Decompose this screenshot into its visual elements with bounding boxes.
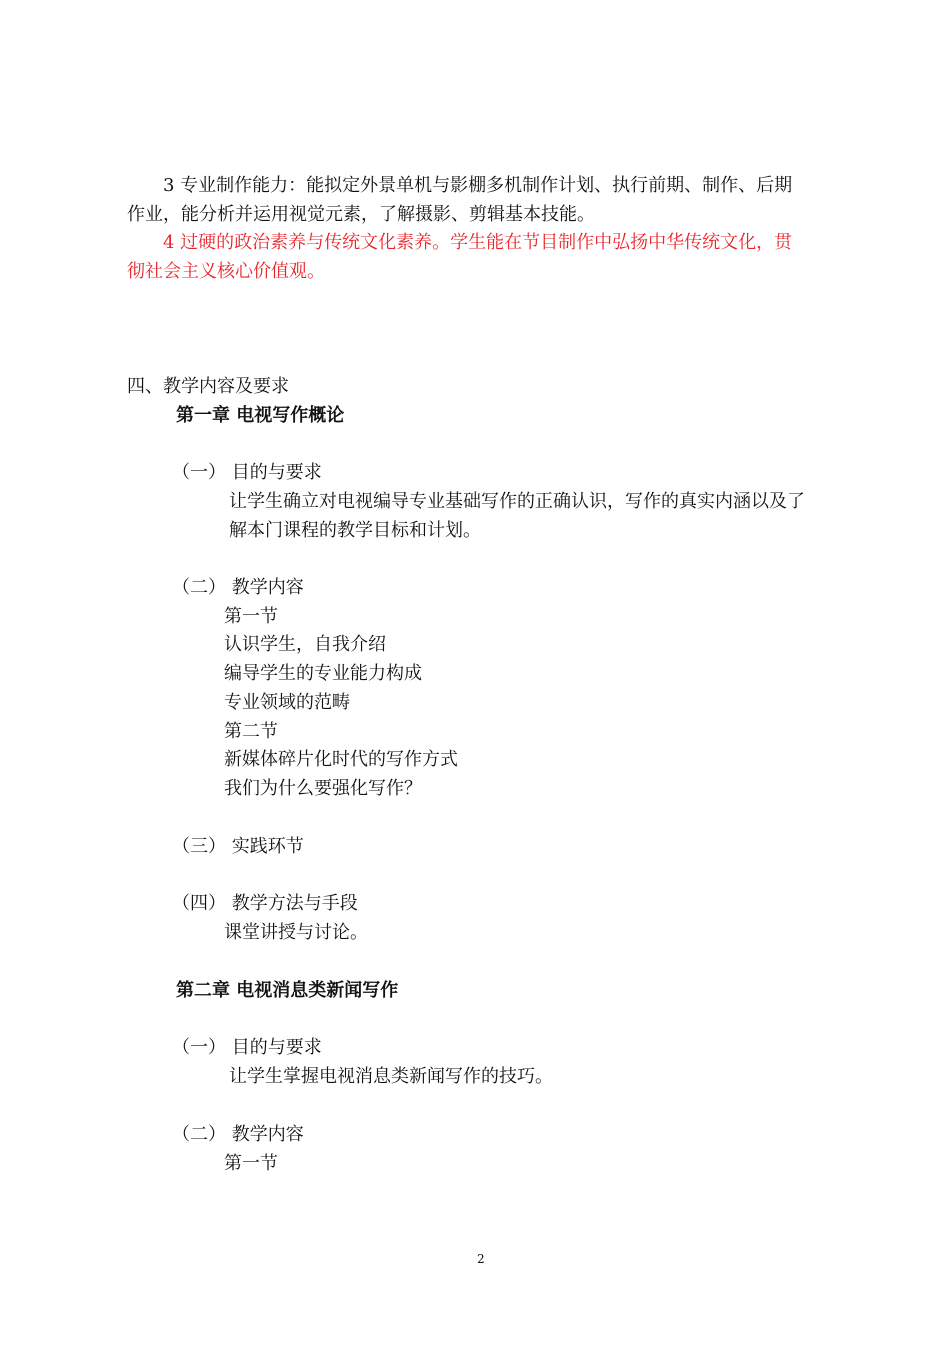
ch1-goal-heading: （一） 目的与要求 bbox=[172, 462, 322, 483]
ability-item-4-line-2: 彻社会主义核心价值观。 bbox=[127, 261, 325, 282]
ch1-goal-line-1: 让学生确立对电视编导专业基础写作的正确认识，写作的真实内涵以及了 bbox=[229, 491, 805, 512]
ch1-content-item: 第二节 bbox=[224, 721, 278, 742]
chapter-2-title: 第二章 电视消息类新闻写作 bbox=[176, 980, 399, 1001]
ch2-goal-heading: （一） 目的与要求 bbox=[172, 1037, 322, 1058]
ch1-content-item: 第一节 bbox=[224, 606, 278, 627]
section-4-heading: 四、教学内容及要求 bbox=[127, 376, 289, 397]
ch1-content-item: 编导学生的专业能力构成 bbox=[224, 663, 422, 684]
ch1-method-heading: （四） 教学方法与手段 bbox=[172, 893, 358, 914]
ch1-content-heading: （二） 教学内容 bbox=[172, 577, 304, 598]
ch2-content-heading: （二） 教学内容 bbox=[172, 1124, 304, 1145]
ch1-goal-line-2: 解本门课程的教学目标和计划。 bbox=[229, 520, 481, 541]
ch1-content-item: 专业领域的范畴 bbox=[224, 692, 350, 713]
ability-item-3-line-2: 作业，能分析并运用视觉元素，了解摄影、剪辑基本技能。 bbox=[127, 204, 595, 225]
ch2-goal-line-1: 让学生掌握电视消息类新闻写作的技巧。 bbox=[229, 1066, 553, 1087]
ch2-content-item: 第一节 bbox=[224, 1153, 278, 1174]
ch1-content-item: 新媒体碎片化时代的写作方式 bbox=[224, 749, 458, 770]
ch1-content-item: 认识学生，自我介绍 bbox=[224, 634, 386, 655]
ch1-method-text: 课堂讲授与讨论。 bbox=[224, 922, 368, 943]
chapter-1-title: 第一章 电视写作概论 bbox=[176, 405, 345, 426]
ability-item-4-line-1: 4 过硬的政治素养与传统文化素养。学生能在节目制作中弘扬中华传统文化，贯 bbox=[163, 232, 793, 253]
ch1-practice-heading: （三） 实践环节 bbox=[172, 836, 304, 857]
ch1-content-item: 我们为什么要强化写作？ bbox=[224, 778, 422, 799]
ability-item-3-line-1: 3 专业制作能力：能拟定外景单机与影棚多机制作计划、执行前期、制作、后期 bbox=[163, 175, 793, 196]
page-number: 2 bbox=[477, 1252, 485, 1266]
